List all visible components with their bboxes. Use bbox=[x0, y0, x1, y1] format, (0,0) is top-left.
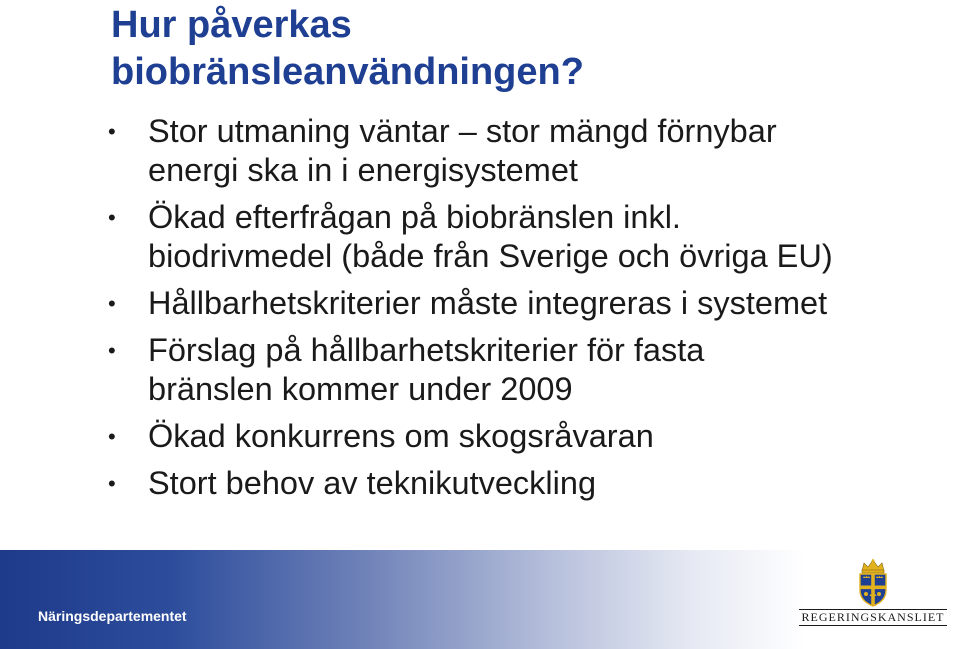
bullet-item bbox=[105, 417, 925, 456]
logo-rule-bottom bbox=[799, 625, 947, 626]
bullet-item bbox=[105, 331, 925, 409]
slide-title bbox=[111, 2, 911, 96]
bullet-marker: • bbox=[108, 471, 116, 496]
bullet-marker: • bbox=[108, 424, 116, 449]
bullet-text-line: energi ska in i energisystemet bbox=[148, 152, 578, 188]
department-label: Näringsdepartementet bbox=[38, 608, 187, 624]
bullet-text bbox=[148, 112, 925, 190]
slide-title-line-2: biobränsleanvändningen? bbox=[111, 51, 584, 93]
bullet-marker: • bbox=[108, 291, 116, 316]
bullet-text bbox=[148, 331, 925, 409]
bullet-text-line: Ökad efterfrågan på biobränslen inkl. bbox=[148, 199, 681, 235]
bullet-text-line: biodrivmedel (både från Sverige och övriga EU) bbox=[148, 238, 833, 274]
bullet-item bbox=[105, 198, 925, 276]
bullet-text bbox=[148, 198, 925, 276]
bullet-text-line: bränslen kommer under 2009 bbox=[148, 371, 573, 407]
bullet-marker: • bbox=[108, 119, 116, 144]
bullet-text-line: Stor utmaning väntar – stor mängd förnybar bbox=[148, 113, 777, 149]
bullet-item bbox=[105, 464, 925, 503]
bullet-item bbox=[105, 112, 925, 190]
bullet-text-line: Förslag på hållbarhetskriterier för fasta bbox=[148, 332, 705, 368]
bullet-text bbox=[148, 464, 925, 503]
bullet-marker: • bbox=[108, 338, 116, 363]
regeringskansliet-logo bbox=[797, 558, 949, 630]
bullet-text-line: Hållbarhetskriterier måste integreras i systemet bbox=[148, 285, 828, 321]
bullet-text bbox=[148, 417, 925, 456]
royal-crest-icon bbox=[853, 558, 893, 608]
bullet-list bbox=[105, 112, 925, 511]
bullet-item bbox=[105, 284, 925, 323]
logo-wordmark: REGERINGSKANSLIET bbox=[801, 610, 945, 624]
bullet-marker: • bbox=[108, 205, 116, 230]
bullet-text-line: Stort behov av teknikutveckling bbox=[148, 465, 597, 501]
bullet-text-line: Ökad konkurrens om skogsråvaran bbox=[148, 418, 654, 454]
slide-title-line-1: Hur påverkas bbox=[111, 4, 352, 46]
bullet-text bbox=[148, 284, 925, 323]
